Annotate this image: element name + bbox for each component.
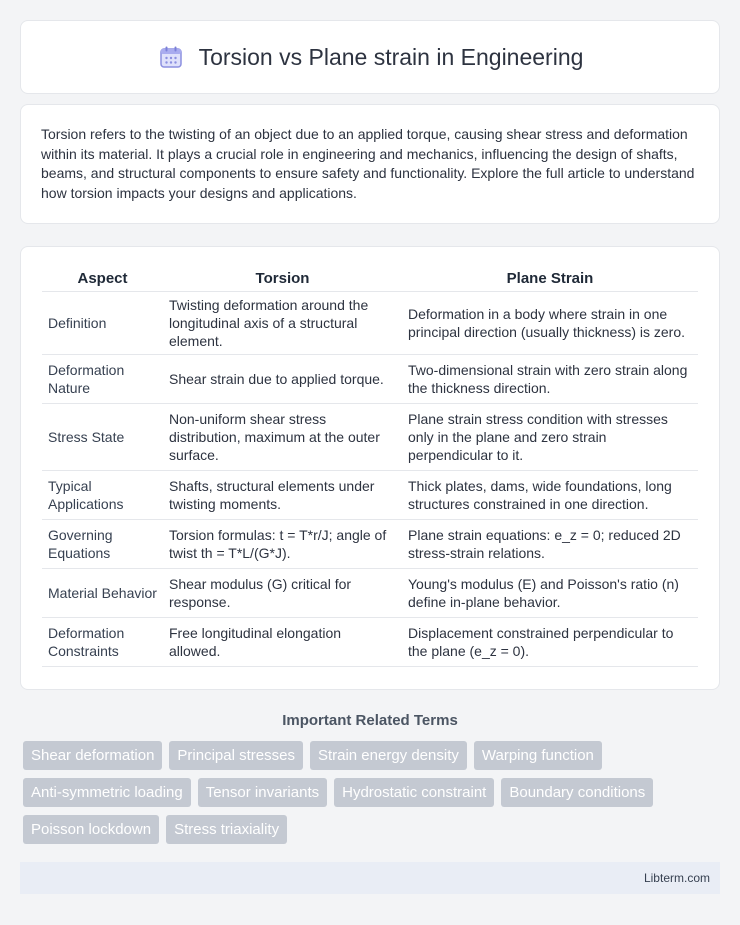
aspect-cell: Deformation Constraints [42,618,163,667]
table-row [42,471,698,520]
term-tag[interactable]: Warping function [474,741,602,770]
table-row [42,355,698,404]
comparison-table [42,267,698,667]
aspect-cell: Typical Applications [42,471,163,520]
aspect-cell: Definition [42,292,163,355]
aspect-cell: Stress State [42,404,163,471]
term-tag[interactable]: Anti-symmetric loading [23,778,191,807]
torsion-cell: Shafts, structural elements under twisting moments. [163,471,402,520]
plane-strain-cell: Two-dimensional strain with zero strain along the thickness direction. [402,355,698,404]
comparison-table-card [20,246,720,690]
term-tag[interactable]: Poisson lockdown [23,815,159,844]
term-tag[interactable]: Strain energy density [310,741,467,770]
plane-strain-cell: Plane strain stress condition with stresses only in the plane and zero strain perpendicular to it. [402,404,698,471]
term-tag[interactable]: Hydrostatic constraint [334,778,494,807]
term-tag[interactable]: Principal stresses [169,741,303,770]
term-tag[interactable]: Boundary conditions [501,778,653,807]
torsion-cell: Non-uniform shear stress distribution, maximum at the outer surface. [163,404,402,471]
term-tag[interactable]: Shear deformation [23,741,162,770]
torsion-cell: Twisting deformation around the longitudinal axis of a structural element. [163,292,402,355]
torsion-cell: Torsion formulas: t = T*r/J; angle of twist th = T*L/(G*J). [163,520,402,569]
table-header-row [42,267,698,292]
title-card [20,20,720,94]
torsion-cell: Shear modulus (G) critical for response. [163,569,402,618]
aspect-cell: Governing Equations [42,520,163,569]
intro-card [20,104,720,224]
plane-strain-cell: Young's modulus (E) and Poisson's ratio (n) define in-plane behavior. [402,569,698,618]
table-row [42,520,698,569]
torsion-cell: Shear strain due to applied torque. [163,355,402,404]
intro-text: Torsion refers to the twisting of an object due to an applied torque, causing shear stress and deformation within its material. It plays a crucial role in engineering and mechanics, influencing the design of shafts, beams, and structural components to ensure safety and functionality. Explore the full article to understand how torsion impacts your designs and applications. [41,126,695,201]
torsion-cell: Free longitudinal elongation allowed. [163,618,402,667]
header-plane-strain: Plane Strain [402,267,698,292]
calendar-icon [157,43,185,71]
header-torsion: Torsion [163,267,402,292]
table-row [42,404,698,471]
plane-strain-cell: Thick plates, dams, wide foundations, long structures constrained in one direction. [402,471,698,520]
plane-strain-cell: Displacement constrained perpendicular to the plane (e_z = 0). [402,618,698,667]
plane-strain-cell: Deformation in a body where strain in one principal direction (usually thickness) is zero. [402,292,698,355]
footer [20,862,720,894]
term-tag[interactable]: Stress triaxiality [166,815,287,844]
table-row [42,618,698,667]
plane-strain-cell: Plane strain equations: e_z = 0; reduced 2D stress-strain relations. [402,520,698,569]
aspect-cell: Material Behavior [42,569,163,618]
table-row [42,569,698,618]
page-title: Torsion vs Plane strain in Engineering [198,43,584,70]
footer-site-link[interactable]: Libterm.com [643,871,710,885]
aspect-cell: Deformation Nature [42,355,163,404]
related-terms-heading: Important Related Terms [282,712,458,729]
table-row [42,292,698,355]
header-aspect: Aspect [42,267,163,292]
related-terms-list [20,741,720,844]
term-tag[interactable]: Tensor invariants [198,778,327,807]
